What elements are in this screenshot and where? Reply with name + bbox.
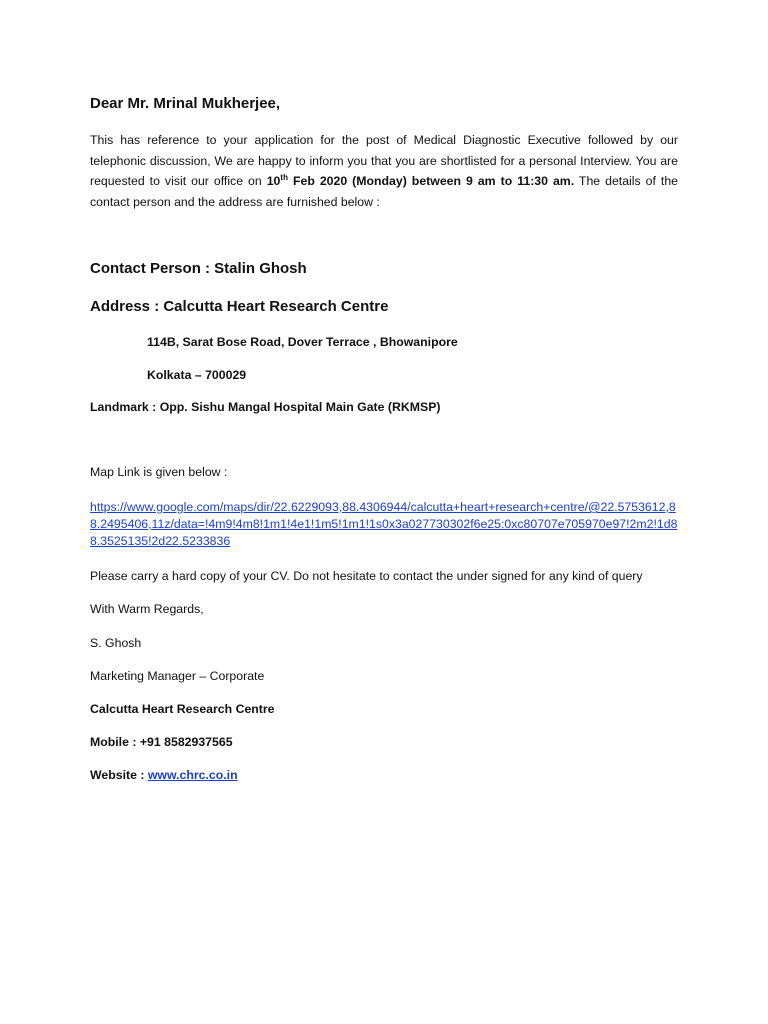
address-line-1: 114B, Sarat Bose Road, Dover Terrace , Bhowanipore <box>147 335 458 349</box>
intro-paragraph <box>90 130 678 212</box>
address-heading: Address : Calcutta Heart Research Centre <box>90 298 389 315</box>
landmark: Landmark : Opp. Sishu Mangal Hospital Main Gate (RKMSP) <box>90 400 441 414</box>
cv-note: Please carry a hard copy of your CV. Do not hesitate to contact the under signed for any kind of query <box>90 569 643 583</box>
contact-person: Contact Person : Stalin Ghosh <box>90 260 307 277</box>
website-link[interactable]: www.chrc.co.in <box>147 768 238 782</box>
map-label: Map Link is given below : <box>90 465 228 479</box>
organization-name: Calcutta Heart Research Centre <box>90 702 275 716</box>
salutation: Dear Mr. Mrinal Mukherjee, <box>90 95 281 112</box>
mobile-number: Mobile : +91 8582937565 <box>90 735 233 749</box>
interview-date <box>267 174 574 188</box>
website-line <box>90 768 238 782</box>
date-details: Feb 2020 (Monday) between 9 am to 11:30 am. <box>287 174 575 188</box>
paragraph-text: This has reference to your application for the post of Medical Diagnostic Executive followed by our telephonic discussion, We are happy to inform you that you are shortlisted for a personal Interview. You are requested to visit our office on <box>90 133 678 188</box>
date-day: 10 <box>266 174 281 188</box>
signatory-name: S. Ghosh <box>90 636 142 650</box>
signatory-designation: Marketing Manager – Corporate <box>90 669 265 683</box>
closing: With Warm Regards, <box>90 602 204 616</box>
address-line-2: Kolkata – 700029 <box>147 368 247 382</box>
map-link[interactable]: https://www.google.com/maps/dir/22.6229093,88.4306944/calcutta+heart+research+centre/@22.5753612,88.2495406,11z/data=!4m9!4m8!1m1!4e1!1m5!1m1!1s0x3a027730302f6e25:0xc80707e705970e97!2m2!1d88.3525135!2d22.5233836 <box>90 500 678 548</box>
paragraph-text-end: The details of the contact person and the address are furnished below : <box>90 174 678 209</box>
website-label: Website : <box>90 768 148 782</box>
date-suffix: th <box>280 172 288 182</box>
